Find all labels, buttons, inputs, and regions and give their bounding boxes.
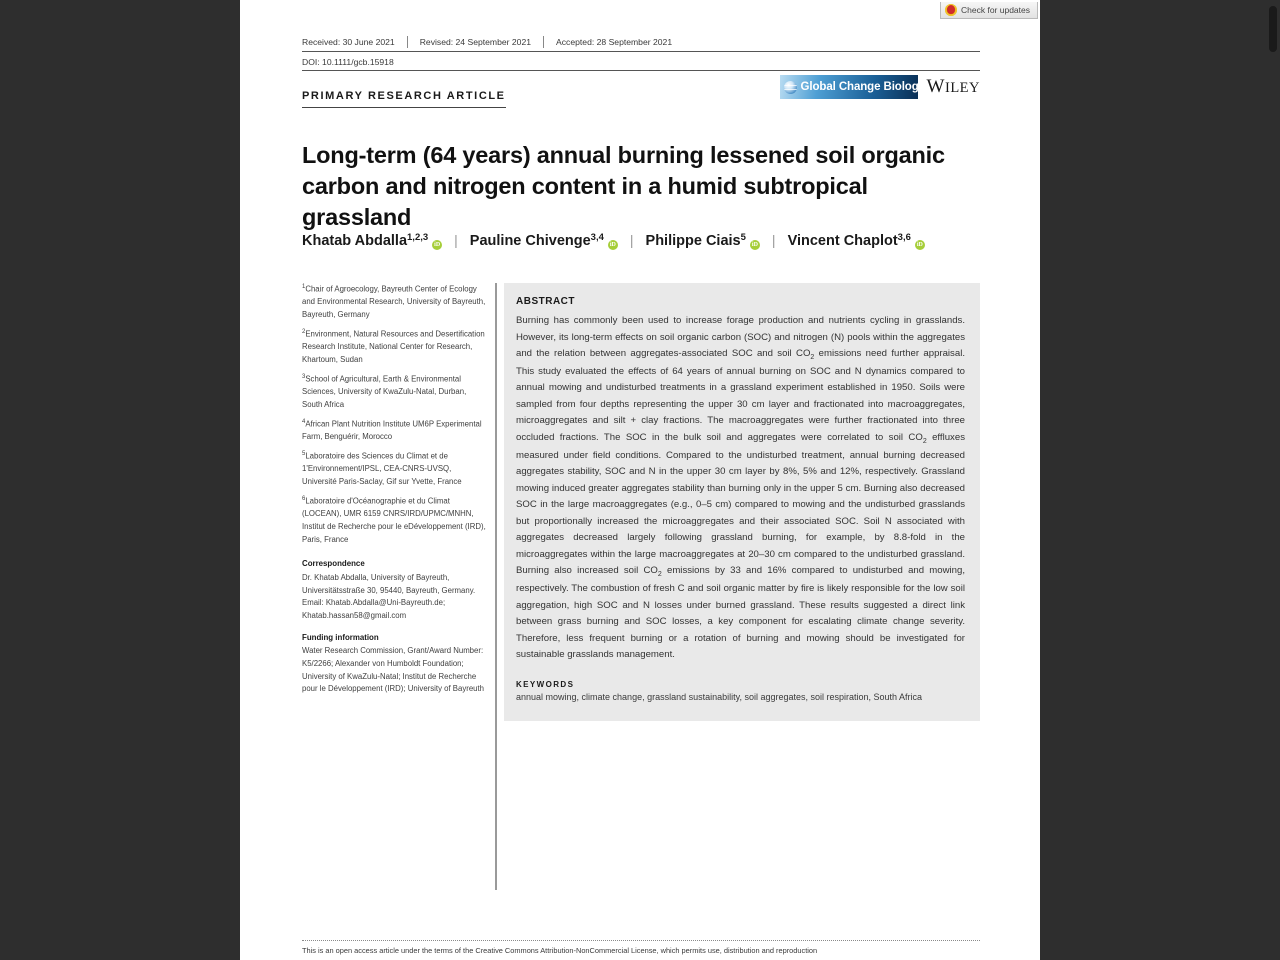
author-affiliation-marks: 3,6 xyxy=(897,232,911,243)
funding-block xyxy=(302,632,486,696)
affiliations-column xyxy=(302,283,486,704)
affiliation-marker: 4 xyxy=(302,418,306,425)
revised-date: Revised: 24 September 2021 xyxy=(419,36,532,47)
author-affiliation-marks: 5 xyxy=(740,232,746,243)
funding-text: Water Research Commission, Grant/Award Number: K5/2266; Alexander von Humboldt Foundation; University of KwaZulu-Natal; Institut de Recherche pour le Développement (IRD); University of Bayreuth xyxy=(302,646,485,694)
abstract-heading: ABSTRACT xyxy=(516,296,575,307)
author-affiliation-marks: 3,4 xyxy=(590,232,604,243)
wiley-logo xyxy=(927,76,980,98)
keywords-heading: KEYWORDS xyxy=(516,679,575,689)
doi-line[interactable]: DOI: 10.1111/gcb.15918 xyxy=(302,57,980,71)
abstract-body xyxy=(516,313,965,664)
footer-divider xyxy=(302,940,980,941)
affiliation-text: Laboratoire d'Océanographie et du Climat (LOCEAN), UMR 6159 CNRS/IRD/UPMC/MNHN, Institut de Recherche pour le eDéveloppement (IRD), Paris, France xyxy=(302,496,486,544)
affiliation-6 xyxy=(302,495,486,546)
affiliation-3 xyxy=(302,373,486,411)
affiliation-marker: 3 xyxy=(302,373,306,380)
affiliation-text: School of Agricultural, Earth & Environmental Sciences, University of KwaZulu-Natal, Durban, South Africa xyxy=(302,374,467,409)
orcid-icon[interactable]: iD xyxy=(434,242,441,248)
received-date: Received: 30 June 2021 xyxy=(302,36,395,47)
affiliation-text: Chair of Agroecology, Bayreuth Center of Ecology and Environmental Research, University of Bayreuth, Bayreuth, Germany xyxy=(302,284,486,319)
author-1[interactable] xyxy=(302,233,442,249)
author-name: Pauline Chivenge xyxy=(469,233,591,249)
article-type-label: PRIMARY RESEARCH ARTICLE xyxy=(302,90,506,108)
author-2[interactable] xyxy=(470,233,618,249)
page-title: Long-term (64 years) annual burning lessened soil organic carbon and nitrogen content in a humid subtropical grassland xyxy=(302,142,945,231)
check-for-updates-label: Check for updates xyxy=(961,4,1030,15)
journal-name: Global Change Biology xyxy=(800,81,925,93)
author-name: Philippe Ciais xyxy=(645,233,741,249)
co2-subscript-2: 2 xyxy=(922,437,927,445)
orcid-icon[interactable]: iD xyxy=(751,242,758,248)
affiliation-1 xyxy=(302,283,486,321)
global-change-biology-logo xyxy=(780,75,925,99)
author-4[interactable] xyxy=(788,233,925,249)
affiliation-marker: 6 xyxy=(302,496,306,503)
journal-branding xyxy=(780,75,980,99)
license-notice: This is an open access article under the terms of the Creative Commons Attribution-NonCommercial License, which permits use, distribution and reproduction xyxy=(302,946,818,955)
abstract-panel xyxy=(504,283,980,721)
publication-dates xyxy=(302,36,980,52)
orcid-icon[interactable]: iD xyxy=(916,242,923,248)
scrollbar-thumb[interactable] xyxy=(1269,6,1277,52)
author-separator: | xyxy=(454,232,458,248)
author-name: Vincent Chaplot xyxy=(787,233,898,249)
accepted-date: Accepted: 28 September 2021 xyxy=(556,36,673,47)
column-divider xyxy=(495,283,497,890)
orcid-icon[interactable]: iD xyxy=(609,242,616,248)
correspondence-heading: Correspondence xyxy=(302,559,365,569)
author-list xyxy=(302,232,980,249)
abstract-part-4: emissions by 33 and 16% compared to undisturbed and mowing, respectively. The combustion of fresh C and soil organic matter by fire is likely responsible for the low soil aggregation, high SOC and N losses under burned grassland. These results suggested a direct link between grass burning and SOC losses, a key component for escalating climate change severity. Therefore, less frequent burning or a rotation of burning and mowing should be investigated for sustainable grasslands management. xyxy=(516,565,965,661)
globe-icon xyxy=(784,81,797,94)
keywords-body: annual mowing, climate change, grassland sustainability, soil aggregates, soil respiration, South Africa xyxy=(516,691,923,702)
crossmark-updates-icon xyxy=(945,4,957,16)
affiliation-4 xyxy=(302,418,486,444)
affiliation-5 xyxy=(302,450,486,488)
funding-heading: Funding information xyxy=(302,632,379,642)
wiley-logo-rest: ILEY xyxy=(944,80,980,96)
co2-subscript-1: 2 xyxy=(810,353,815,361)
affiliation-marker: 5 xyxy=(302,451,306,458)
affiliation-text: Environment, Natural Resources and Desertification Research Institute, National Center for Research, Khartoum, Sudan xyxy=(302,329,485,364)
abstract-part-3: effluxes measured under field conditions. Compared to the undisturbed treatment, annual burning decreased aggregates stability, SOC and N in the upper 30 cm layer by 8%, 5% and 12%, respectively. Grassland mowing induced greater aggregates stability than burning only in the upper 5 cm. Burning also decreased SOC in the large macroaggregates (e.g., 0–5 cm) compared to mowing and the undisturbed grasslands but proportionally increased the microaggregates and their associated SOC. Soil N associated with aggregates decreased largely following grassland burning, for example, by 8.8-fold in the microaggregates within the large macroaggregates at 20–30 cm compared to the undisturbed grassland. Burning also increased soil CO xyxy=(516,431,965,577)
correspondence-text: Dr. Khatab Abdalla, University of Bayreuth, Universitätsstraße 30, 95440, Bayreuth, Germany. Email: Khatab.Abdalla@Uni-Bayreuth.de; Khatab.hassan58@gmail.com xyxy=(302,573,476,620)
author-affiliation-marks: 1,2,3 xyxy=(407,232,429,243)
author-3[interactable] xyxy=(646,233,760,249)
author-separator: | xyxy=(771,232,776,248)
affiliation-marker: 1 xyxy=(302,284,306,290)
abstract-part-2: emissions need further appraisal. This study evaluated the effects of 64 years of annual burning on SOC and N dynamics compared to annual mowing and undisturbed treatments in a grassland experiment established in 1950. Soils were sampled from four depths representing the upper 30 cm layer and fractionated into macroaggregates, microaggregates and silt + clay fractions. The macroaggregates were further fractionated into three occluded fractions. The SOC in the bulk soil and aggregates were correlated to soil CO xyxy=(516,348,965,443)
correspondence-block xyxy=(302,558,486,622)
affiliation-2 xyxy=(302,328,486,366)
article-body-columns xyxy=(302,283,980,903)
check-for-updates-badge[interactable] xyxy=(940,2,1038,19)
wiley-logo-cap: W xyxy=(926,76,945,97)
author-separator: | xyxy=(629,232,634,248)
article-type-and-logo-row xyxy=(302,76,980,118)
vertical-scrollbar[interactable] xyxy=(1266,0,1280,960)
affiliation-text: African Plant Nutrition Institute UM6P Experimental Farm, Benguérir, Morocco xyxy=(302,419,482,442)
article-page xyxy=(240,0,1040,960)
author-name: Khatab Abdalla xyxy=(302,233,408,249)
co2-subscript-3: 2 xyxy=(657,571,662,579)
abstract-part-1: Burning has commonly been used to increase forage production and nutrients cycling in grasslands. However, its long-term effects on soil organic carbon (SOC) and nitrogen (N) pools within the aggregates and the relation between aggregates-associated SOC and soil CO xyxy=(516,315,965,359)
affiliation-marker: 2 xyxy=(302,328,306,335)
affiliation-text: Laboratoire des Sciences du Climat et de 1'Environnement/IPSL, CEA-CNRS-UVSQ, Université Paris-Saclay, Gif sur Yvette, France xyxy=(302,451,462,487)
page-footer xyxy=(302,940,980,957)
